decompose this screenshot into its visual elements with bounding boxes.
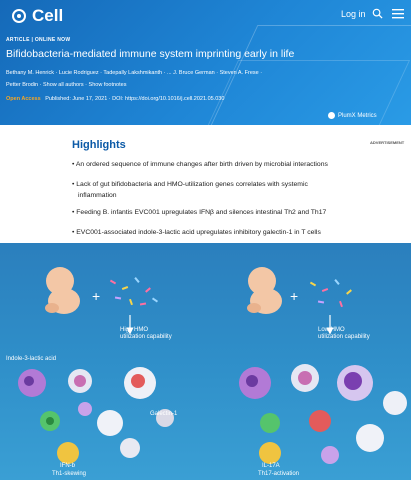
hmo-molecules-left: [110, 277, 158, 305]
ga-ifn-label: IFN-b: [60, 463, 75, 469]
ga-indole-label: Indole-3-lactic acid: [6, 356, 57, 362]
ga-il17-label: IL-17A: [262, 463, 280, 469]
highlight-item-cont: inflammation: [78, 192, 117, 199]
highlight-item: • An ordered sequence of immune changes after birth driven by microbial interactions: [72, 161, 328, 168]
login-link[interactable]: Log in: [341, 9, 366, 19]
menu-icon[interactable]: [392, 8, 404, 19]
svg-text:+: +: [290, 288, 299, 304]
ga-right-label: Low HMO utilization capability: [318, 327, 370, 340]
article-header: [0, 0, 411, 125]
highlight-item: • Lack of gut bifidobacteria and HMO-utilization genes correlates with systemic: [72, 181, 308, 188]
cell-logo[interactable]: [12, 6, 63, 26]
published-date: Published: June 17, 2021: [45, 96, 108, 102]
infant-icon-left: [45, 267, 80, 314]
publication-meta: Open Access Published: June 17, 2021 · DOI: https://doi.org/10.1016/j.cell.2021.05.030: [6, 96, 225, 102]
authors-line-2[interactable]: Petter Brodin · Show all authors · Show footnotes: [6, 82, 127, 88]
immune-cells-right: [239, 364, 407, 464]
ga-left-label: High HMO utilization capability: [120, 327, 172, 340]
cell-logo-text: Cell: [32, 6, 64, 25]
search-icon[interactable]: [372, 8, 383, 19]
hmo-molecules-right: [310, 279, 352, 307]
doi-link[interactable]: DOI: https://doi.org/10.1016/j.cell.2021.05.030: [112, 96, 225, 102]
graphical-abstract-illustration: [0, 243, 411, 480]
ga-th1-label: Th1-skewing: [52, 471, 87, 477]
open-access-badge: Open Access: [6, 96, 41, 102]
ga-galectin-label: Galectin-1: [150, 411, 178, 417]
highlight-item: • Feeding B. infantis EVC001 upregulates IFNβ and silences intestinal Th2 and Th17: [72, 209, 327, 216]
highlight-item: • EVC001-associated indole-3-lactic acid upregulates inhibitory galectin-1 in T cells: [72, 229, 321, 236]
highlights-title: Highlights: [72, 139, 126, 151]
plumx-metrics-link[interactable]: [328, 112, 377, 119]
authors-line[interactable]: Bethany M. Henrick · Lucie Rodriguez · Tadepally Lakshmikanth · ... J. Bruce German · Steven A. Frese ·: [6, 70, 263, 76]
plumx-icon: [328, 112, 335, 119]
article-type: ARTICLE | ONLINE NOW: [6, 37, 71, 43]
cell-logo-icon: [12, 9, 26, 23]
article-title: Bifidobacteria-mediated immune system imprinting early in life: [6, 48, 295, 60]
infant-icon-right: [247, 267, 282, 314]
svg-text:+: +: [92, 288, 101, 304]
plumx-label: PlumX Metrics: [338, 112, 377, 119]
advertisement-label: ADVERTISEMENT: [370, 140, 405, 145]
ga-th17-label: Th17-activation: [258, 471, 300, 477]
highlights-section: [0, 125, 411, 243]
graphical-abstract[interactable]: [0, 243, 411, 480]
